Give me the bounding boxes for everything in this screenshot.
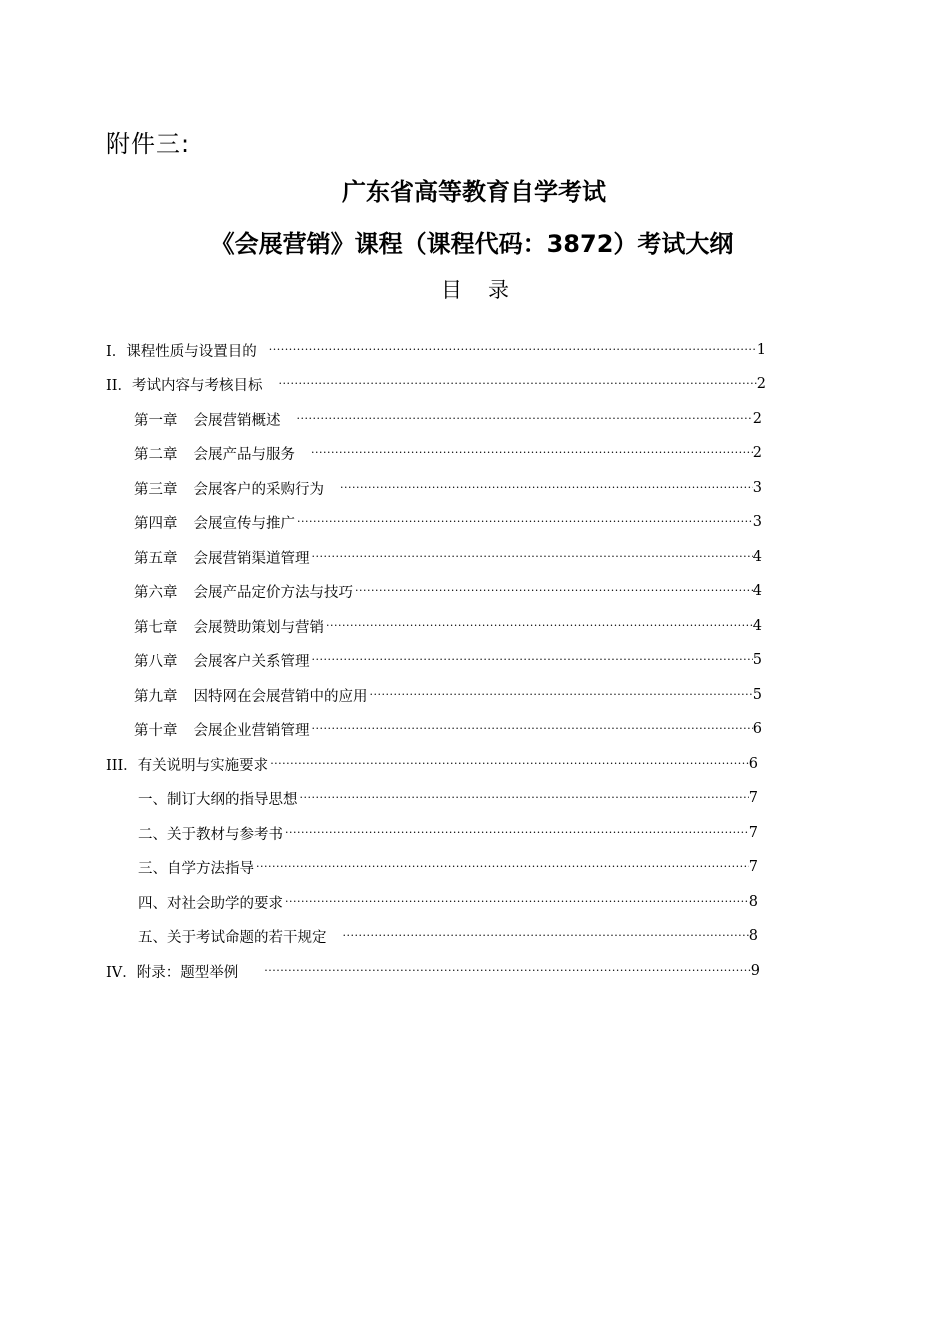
toc-entry-page: 5 bbox=[752, 652, 762, 668]
toc-entry-label: 会展客户关系管理 bbox=[193, 653, 310, 670]
toc-entry-prefix: 第五章 bbox=[134, 550, 178, 567]
toc-entry[interactable] bbox=[106, 334, 766, 366]
toc-entry-label: 自学方法指导 bbox=[167, 860, 254, 877]
toc-entry-label: 会展产品定价方法与技巧 bbox=[193, 584, 353, 601]
toc-entry-prefix: 一、 bbox=[138, 791, 167, 808]
toc-leader-dots bbox=[283, 895, 749, 909]
toc-leader-dots bbox=[310, 653, 753, 667]
toc-entry-prefix: 第四章 bbox=[134, 515, 178, 532]
toc-leader-dots bbox=[295, 446, 753, 460]
toc-entry-prefix: II． bbox=[106, 377, 132, 394]
toc-entry-page: 2 bbox=[752, 445, 762, 461]
toc-entry-prefix: 四、 bbox=[138, 895, 167, 912]
toc-entry-page: 8 bbox=[748, 894, 758, 910]
toc-leader-dots bbox=[324, 481, 753, 495]
toc-entry-page: 7 bbox=[748, 790, 758, 806]
toc-entry[interactable] bbox=[134, 506, 762, 538]
toc-entry-label: 会展宣传与推广 bbox=[193, 515, 295, 532]
toc-leader-dots bbox=[238, 964, 751, 978]
toc-leader-dots bbox=[324, 619, 753, 633]
toc-entry-prefix: 第九章 bbox=[134, 688, 178, 705]
toc-entry[interactable] bbox=[106, 368, 766, 400]
toc-entry-label: 有关说明与实施要求 bbox=[137, 757, 269, 774]
toc-entry-prefix: IV． bbox=[106, 964, 137, 981]
toc-entry[interactable] bbox=[138, 886, 758, 918]
toc-entry[interactable] bbox=[134, 403, 762, 435]
toc-entry-page: 8 bbox=[748, 928, 758, 944]
toc-entry-prefix: 第一章 bbox=[134, 412, 178, 429]
toc-entry[interactable] bbox=[138, 817, 758, 849]
toc-entry-label: 会展营销渠道管理 bbox=[193, 550, 310, 567]
toc-leader-dots bbox=[262, 377, 756, 391]
toc-entry[interactable] bbox=[138, 782, 758, 814]
toc-entry-page: 7 bbox=[748, 825, 758, 841]
toc-entry-page: 1 bbox=[756, 342, 766, 358]
toc-entry-prefix: 第七章 bbox=[134, 619, 178, 636]
toc-entry[interactable] bbox=[134, 472, 762, 504]
attachment-label: 附件三: bbox=[106, 130, 191, 158]
toc-leader-dots bbox=[254, 860, 749, 874]
document-subtitle: 《会展营销》课程（课程代码：3872）考试大纲 bbox=[210, 230, 734, 258]
toc-entry-label: 会展客户的采购行为 bbox=[193, 481, 324, 498]
toc-entry-label: 附录：题型举例 bbox=[136, 964, 239, 981]
toc-entry-prefix: 二、 bbox=[138, 826, 167, 843]
toc-entry-label: 制订大纲的指导思想 bbox=[167, 791, 298, 808]
toc-entry-prefix: III． bbox=[106, 757, 138, 774]
toc-leader-dots bbox=[310, 722, 753, 736]
toc-entry[interactable] bbox=[138, 851, 758, 883]
toc-entry-label: 考试内容与考核目标 bbox=[131, 377, 263, 394]
toc-entry-label: 关于教材与参考书 bbox=[167, 826, 283, 843]
toc-entry-page: 9 bbox=[750, 963, 760, 979]
toc-entry-page: 4 bbox=[752, 549, 762, 565]
toc-entry-label: 会展营销概述 bbox=[193, 412, 281, 429]
toc-entry[interactable] bbox=[106, 748, 758, 780]
toc-entry[interactable] bbox=[134, 713, 762, 745]
toc-leader-dots bbox=[310, 550, 753, 564]
toc-entry-prefix: 第十章 bbox=[134, 722, 178, 739]
toc-entry-page: 7 bbox=[748, 859, 758, 875]
toc-leader-dots bbox=[268, 757, 749, 771]
toc-entry-prefix: 五、 bbox=[138, 929, 167, 946]
toc-leader-dots bbox=[281, 412, 753, 426]
toc-entry[interactable] bbox=[134, 541, 762, 573]
toc-entry-page: 5 bbox=[752, 687, 762, 703]
toc-entry-prefix: 第二章 bbox=[134, 446, 178, 463]
toc-entry-label: 课程性质与设置目的 bbox=[126, 343, 257, 360]
toc-entry[interactable] bbox=[134, 437, 762, 469]
toc-heading: 目录 bbox=[441, 278, 535, 302]
toc-entry-page: 6 bbox=[748, 756, 758, 772]
toc-entry[interactable] bbox=[134, 644, 762, 676]
toc-entry[interactable] bbox=[138, 920, 758, 952]
toc-leader-dots bbox=[257, 343, 757, 357]
toc-leader-dots bbox=[295, 515, 753, 529]
toc-entry-page: 4 bbox=[752, 583, 762, 599]
toc-entry-prefix: I． bbox=[106, 343, 127, 360]
toc-entry-label: 会展企业营销管理 bbox=[193, 722, 310, 739]
toc-entry-page: 2 bbox=[752, 411, 762, 427]
toc-entry-prefix: 第三章 bbox=[134, 481, 178, 498]
toc-entry[interactable] bbox=[106, 955, 760, 987]
toc-entry-label: 关于考试命题的若干规定 bbox=[167, 929, 327, 946]
toc-entry[interactable] bbox=[134, 610, 762, 642]
toc-entry[interactable] bbox=[134, 575, 762, 607]
toc-entry-page: 3 bbox=[752, 480, 762, 496]
toc-leader-dots bbox=[353, 584, 753, 598]
toc-entry[interactable] bbox=[134, 679, 762, 711]
document-title: 广东省高等教育自学考试 bbox=[342, 178, 606, 206]
toc-entry-page: 3 bbox=[752, 514, 762, 530]
toc-entry-label: 会展产品与服务 bbox=[193, 446, 295, 463]
toc-entry-prefix: 第八章 bbox=[134, 653, 178, 670]
toc-entry-label: 对社会助学的要求 bbox=[167, 895, 283, 912]
toc-leader-dots bbox=[283, 826, 749, 840]
toc-entry-prefix: 三、 bbox=[138, 860, 167, 877]
toc-entry-label: 因特网在会展营销中的应用 bbox=[193, 688, 368, 705]
toc-entry-page: 4 bbox=[752, 618, 762, 634]
toc-leader-dots bbox=[327, 929, 749, 943]
toc-entry-prefix: 第六章 bbox=[134, 584, 178, 601]
toc-entry-label: 会展赞助策划与营销 bbox=[193, 619, 324, 636]
toc-entry-page: 6 bbox=[752, 721, 762, 737]
toc-leader-dots bbox=[368, 688, 753, 702]
toc-leader-dots bbox=[298, 791, 749, 805]
toc-entry-page: 2 bbox=[756, 376, 766, 392]
